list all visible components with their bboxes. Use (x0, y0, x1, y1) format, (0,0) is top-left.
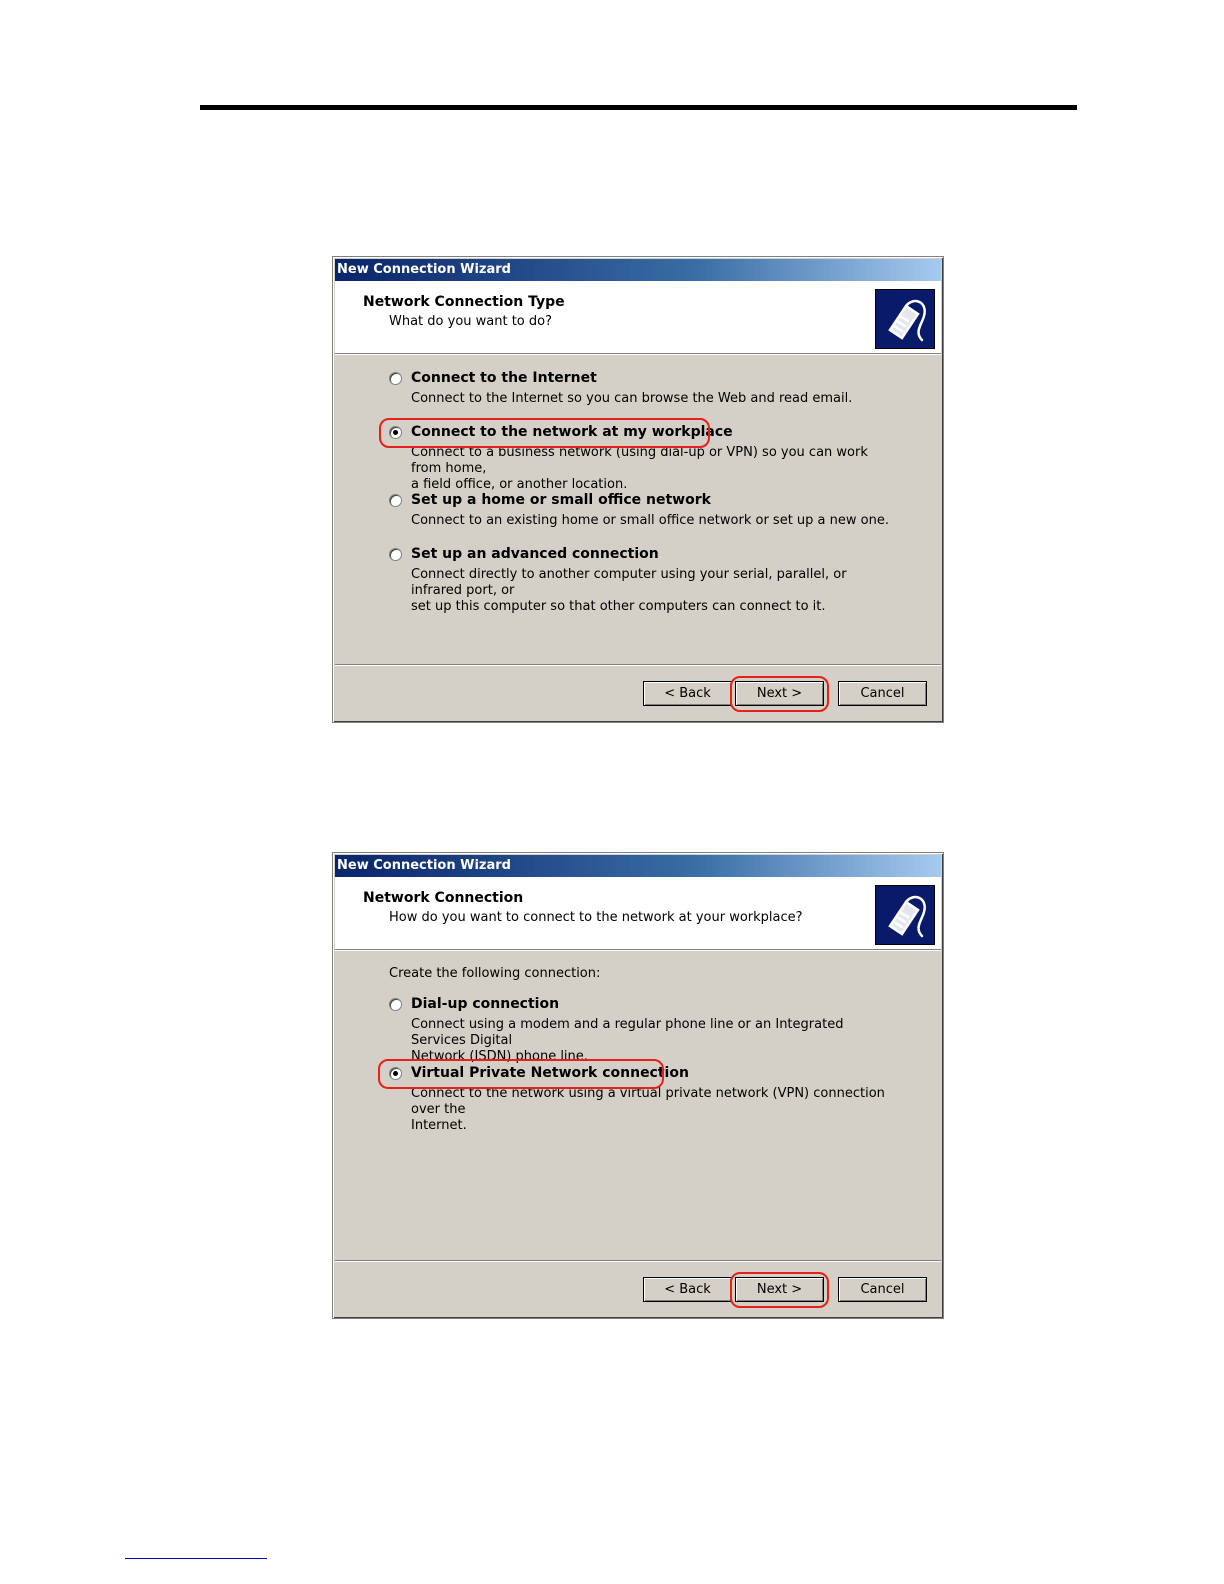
header-subtitle: How do you want to connect to the network at your workplace? (389, 910, 803, 925)
header-title: Network Connection (363, 890, 524, 906)
option-label: Connect to the network at my workplace (411, 424, 733, 440)
intro-text: Create the following connection: (389, 966, 601, 981)
wizard-header (335, 877, 941, 950)
back-button[interactable]: < Back (643, 1277, 732, 1302)
dialog-title: New Connection Wizard (335, 259, 941, 281)
network-cable-plug-icon (875, 289, 935, 349)
option-label: Set up an advanced connection (411, 546, 659, 562)
option-description: Connect to the network using a virtual private network (VPN) connection over the Internet. (411, 1086, 885, 1133)
next-button[interactable]: Next > (735, 681, 824, 706)
network-cable-plug-icon (875, 885, 935, 945)
option-label: Dial-up connection (411, 996, 560, 1012)
option-home-office-network[interactable] (389, 492, 909, 529)
radio-home-office-network[interactable] (389, 494, 402, 507)
option-description: Connect to the Internet so you can browse the Web and read email. (411, 391, 853, 406)
back-button[interactable]: < Back (643, 681, 732, 706)
cancel-button[interactable]: Cancel (838, 681, 927, 706)
radio-vpn[interactable] (389, 1067, 402, 1080)
button-separator (335, 1260, 941, 1262)
next-button[interactable]: Next > (735, 1277, 824, 1302)
header-title: Network Connection Type (363, 294, 565, 310)
option-vpn[interactable] (389, 1065, 909, 1134)
option-label: Set up a home or small office network (411, 492, 711, 508)
new-connection-wizard-network-dialog (332, 852, 944, 1319)
radio-connect-workplace[interactable] (389, 426, 402, 439)
option-connect-workplace[interactable] (389, 424, 909, 493)
option-description: Connect to an existing home or small office network or set up a new one. (411, 513, 889, 528)
wizard-header (335, 281, 941, 354)
button-separator (335, 664, 941, 666)
header-subtitle: What do you want to do? (389, 314, 553, 329)
option-connect-internet[interactable] (389, 370, 909, 407)
option-label: Connect to the Internet (411, 370, 597, 386)
option-description: Connect to a business network (using dial-up or VPN) so you can work from home, a field office, or another location. (411, 445, 868, 492)
option-description: Connect using a modem and a regular phone line or an Integrated Services Digital Network (ISDN) phone line. (411, 1017, 844, 1064)
page-top-rule (200, 105, 1077, 110)
option-description: Connect directly to another computer using your serial, parallel, or infrared port, or set up this computer so that other computers can connect to it. (411, 567, 847, 614)
option-dial-up[interactable] (389, 996, 909, 1065)
new-connection-wizard-type-dialog (332, 256, 944, 723)
radio-dial-up[interactable] (389, 998, 402, 1011)
radio-advanced-connection[interactable] (389, 548, 402, 561)
option-label: Virtual Private Network connection (411, 1065, 689, 1081)
radio-connect-internet[interactable] (389, 372, 402, 385)
dialog-title: New Connection Wizard (335, 855, 941, 877)
footnote-rule (125, 1558, 267, 1559)
cancel-button[interactable]: Cancel (838, 1277, 927, 1302)
option-advanced-connection[interactable] (389, 546, 909, 615)
